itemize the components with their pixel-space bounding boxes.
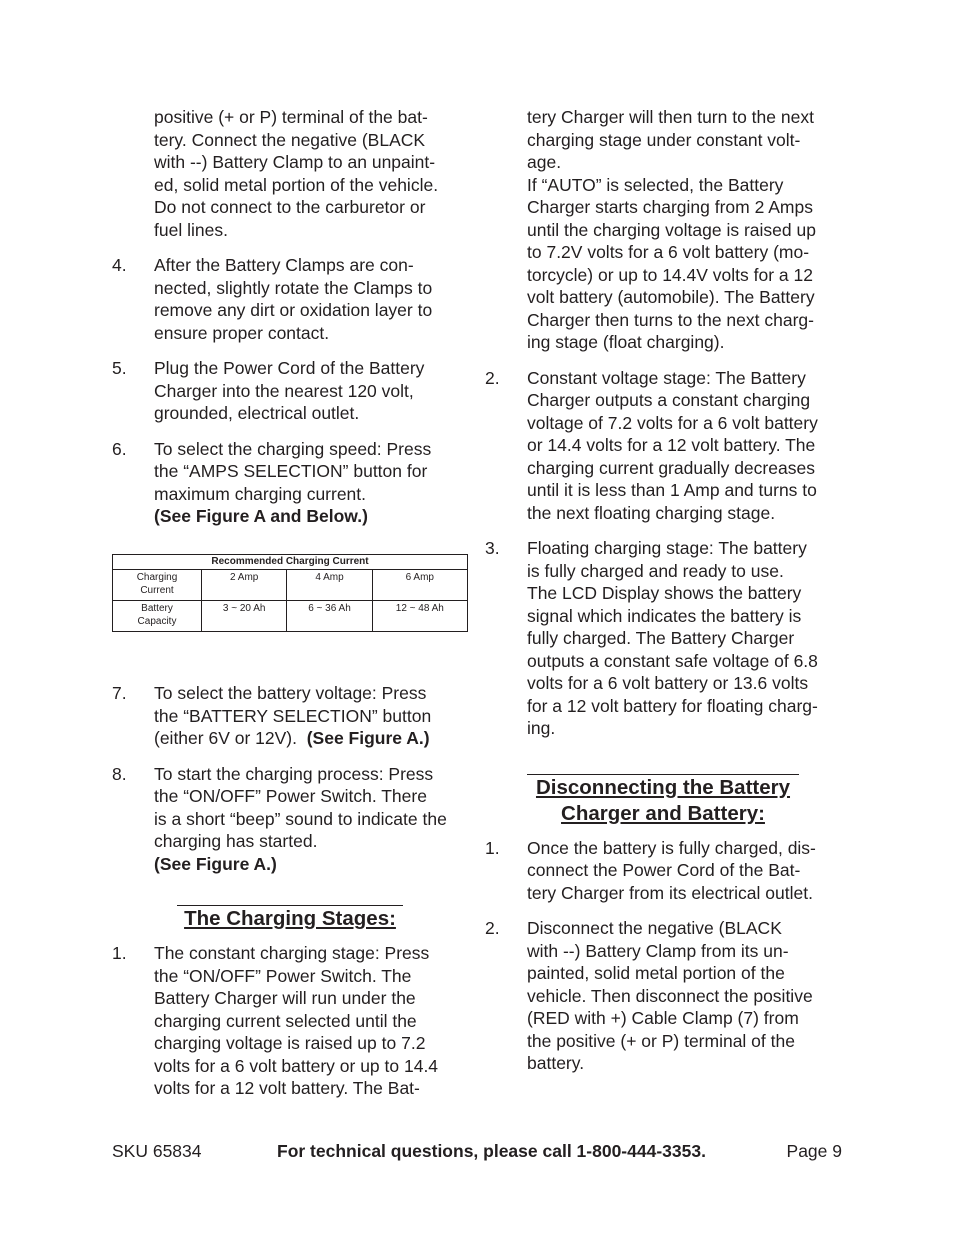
text-line: After the Battery Clamps are con- [154, 255, 414, 275]
text-line: outputs a constant safe voltage of 6.8 [527, 650, 818, 671]
step-number: 1. [112, 943, 127, 963]
table-cell: 3 ~ 20 Ah [202, 601, 287, 632]
text-line: is fully charged and ready to use. [527, 560, 784, 581]
label-line: Current [140, 584, 174, 596]
text-line: for a 12 volt battery for floating charg- [527, 695, 818, 716]
table-row [113, 570, 468, 601]
intro-paragraph [112, 106, 474, 241]
step-number: 2. [485, 367, 500, 388]
text-line: volts for a 6 volt battery or up to 14.4 [154, 1055, 439, 1076]
text-line: connect the Power Cord of the Bat- [527, 860, 801, 880]
text-line: until the charging voltage is raised up [527, 219, 816, 240]
text-line: charging current selected until the [154, 1010, 417, 1031]
text-line: or 14.4 volts for a 12 volt battery. The [527, 435, 816, 455]
heading-text: The Charging Stages: [184, 907, 396, 930]
text-line: fuel lines. [154, 219, 228, 240]
text-line: remove any dirt or oxidation layer to [154, 300, 433, 320]
disconnecting-heading-block [527, 774, 799, 827]
step-8 [112, 763, 474, 876]
text-line: The constant charging stage: Press [154, 943, 430, 963]
heading-text: Charger and Battery: [561, 801, 765, 825]
step-number: 7. [112, 683, 127, 703]
step-6 [112, 438, 474, 528]
text-line: tery. Connect the negative (BLACK [154, 129, 426, 150]
figure-reference: (See Figure A.) [306, 728, 430, 748]
text-line: ing stage (float charging). [527, 332, 725, 352]
text-line: positive (+ or P) terminal of the bat- [154, 107, 428, 127]
step-5 [112, 357, 474, 425]
text-line: signal which indicates the battery is [527, 605, 802, 626]
table-row [113, 601, 468, 632]
disconnect-step-1 [485, 837, 845, 905]
stage-3 [485, 537, 845, 740]
table-cell: 6 Amp [372, 570, 467, 601]
text-line: with --) Battery Clamp to an unpaint- [154, 152, 436, 172]
recommended-charging-table [112, 554, 468, 633]
section-heading [527, 775, 799, 827]
text-line: volts for a 12 volt battery. The Bat- [154, 1078, 420, 1098]
sku-label: SKU 65834 [112, 1141, 202, 1161]
step-number: 3. [485, 538, 500, 558]
table-caption: Recommended Charging Current [113, 554, 468, 570]
step-number: 2. [485, 918, 500, 938]
text-line: Disconnect the negative (BLACK [527, 918, 782, 938]
label-line: Battery [141, 603, 173, 614]
text-line: is a short “beep” sound to indicate the [154, 808, 447, 829]
page-number: Page 9 [786, 1141, 842, 1161]
text-line: fully charged. The Battery Charger [527, 628, 795, 648]
label-line: Capacity [137, 615, 177, 627]
step-number: 8. [112, 763, 127, 784]
text-line: voltage of 7.2 volts for a 6 volt battery [527, 412, 818, 433]
right-column [485, 106, 845, 1075]
text-line: charging stage under constant volt- [527, 129, 801, 150]
text-line: The LCD Display shows the battery [527, 583, 802, 603]
text-line: until it is less than 1 Amp and turns to [527, 480, 817, 500]
text-line: to 7.2V volts for a 6 volt battery (mo- [527, 242, 810, 262]
heading-text: Disconnecting the Battery [535, 775, 791, 799]
text-line: Do not connect to the carburetor or [154, 197, 426, 217]
text-line: maximum charging current. [154, 483, 367, 504]
text-line: battery. [527, 1053, 585, 1073]
left-column [112, 106, 474, 1100]
text-line: If “AUTO” is selected, the Battery [527, 174, 784, 195]
text-line: Charger starts charging from 2 Amps [527, 197, 813, 217]
text-line: the “ON/OFF” Power Switch. The [154, 965, 412, 986]
text-line: volt battery (automobile). The Battery [527, 287, 815, 307]
text-line: grounded, electrical outlet. [154, 403, 360, 423]
step-7 [112, 682, 474, 750]
text-line: To start the charging process: Press [154, 763, 434, 784]
row-label [113, 601, 202, 632]
row-label [113, 570, 202, 601]
text-line: ensure proper contact. [154, 322, 330, 343]
text-fragment: (either 6V or 12V). [154, 728, 307, 748]
text-line: Charger then turns to the next charg- [527, 309, 814, 330]
text-line: the “AMPS SELECTION” button for [154, 461, 428, 481]
technical-support-line: For technical questions, please call 1-800-444-3353. [277, 1141, 706, 1161]
step-number: 1. [485, 837, 500, 858]
text-line: To select the battery voltage: Press [154, 683, 427, 703]
text-line: Once the battery is fully charged, dis- [527, 837, 816, 858]
table-cell: 6 ~ 36 Ah [287, 601, 372, 632]
text-line: the “BATTERY SELECTION” button [154, 705, 432, 726]
text-line: charging current gradually decreases [527, 457, 815, 478]
text-line: Battery Charger will run under the [154, 988, 416, 1008]
section-heading [177, 906, 403, 932]
figure-reference: (See Figure A and Below.) [154, 506, 368, 526]
step-4 [112, 254, 474, 344]
stage-1-continuation [485, 106, 845, 354]
text-line: (RED with +) Cable Clamp (7) from [527, 1008, 799, 1028]
text-line: Charger into the nearest 120 volt, [154, 380, 414, 401]
text-line: Plug the Power Cord of the Battery [154, 358, 425, 378]
disconnect-step-2 [485, 917, 845, 1075]
text-line: Floating charging stage: The battery [527, 538, 807, 558]
text-line: Charger outputs a constant charging [527, 390, 811, 410]
text-line: age. [527, 152, 562, 172]
table-cell: 12 ~ 48 Ah [372, 601, 467, 632]
figure-reference: (See Figure A.) [154, 853, 277, 874]
text-line: the positive (+ or P) terminal of the [527, 1030, 795, 1051]
stage-1 [112, 942, 474, 1100]
text-line: the “ON/OFF” Power Switch. There [154, 786, 427, 806]
text-line: Constant voltage stage: The Battery [527, 367, 806, 388]
text-line: To select the charging speed: Press [154, 438, 432, 459]
text-line: vehicle. Then disconnect the positive [527, 985, 813, 1006]
table-cell: 2 Amp [202, 570, 287, 601]
charging-stages-heading-block [177, 905, 403, 932]
text-line: charging has started. [154, 831, 318, 851]
label-line: Charging [136, 572, 178, 583]
text-line: tery Charger from its electrical outlet. [527, 882, 813, 903]
text-line: painted, solid metal portion of the [527, 963, 785, 983]
text-line: volts for a 6 volt battery or 13.6 volts [527, 673, 809, 693]
text-line: torcycle) or up to 14.4V volts for a 12 [527, 264, 813, 285]
text-line: nected, slightly rotate the Clamps to [154, 277, 433, 298]
step-number: 6. [112, 438, 127, 459]
text-line: ing. [527, 718, 556, 738]
table-cell: 4 Amp [287, 570, 372, 601]
step-number: 5. [112, 358, 127, 378]
page-footer [112, 1140, 842, 1164]
text-line: with --) Battery Clamp from its un- [527, 940, 789, 961]
text-line: tery Charger will then turn to the next [527, 107, 814, 127]
stage-2 [485, 367, 845, 525]
step-number: 4. [112, 255, 127, 275]
text-line: ed, solid metal portion of the vehicle. [154, 174, 439, 195]
text-line [154, 727, 474, 750]
text-line: the next floating charging stage. [527, 502, 776, 523]
text-line: charging voltage is raised up to 7.2 [154, 1033, 426, 1053]
